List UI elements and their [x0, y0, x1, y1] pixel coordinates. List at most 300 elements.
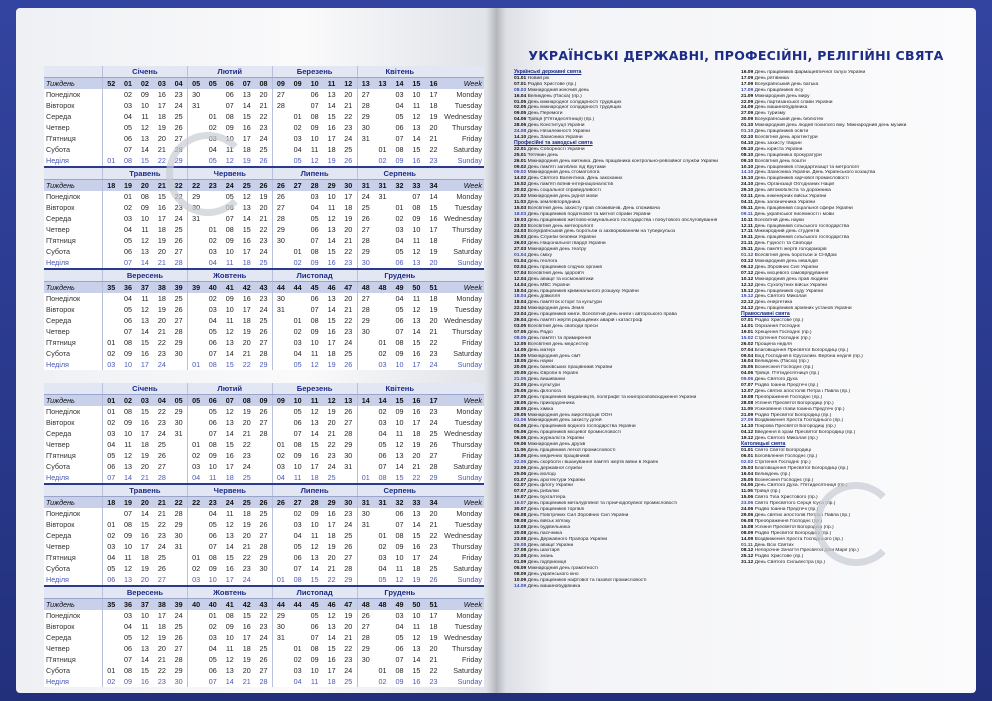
day-cell [103, 654, 120, 665]
day-cell: 06 [123, 247, 132, 256]
week-number: 46 [323, 599, 340, 611]
weekday-label-en: Wednesday [444, 531, 482, 540]
day-cell: 19 [242, 655, 251, 664]
day-cell: 26 [259, 520, 268, 529]
holiday-name: Трійця (П'ятидесятниця) (пр.) [526, 117, 595, 123]
week-number: 19 [119, 497, 136, 509]
holiday-name: Міжнародний день друзів [526, 442, 586, 448]
day-cell: 31 [357, 519, 374, 530]
week-number: 09 [289, 78, 306, 90]
month-name: Грудень [357, 269, 442, 282]
day-cell: 22 [259, 611, 268, 620]
weekday-label-en: Monday [456, 509, 482, 518]
day-cell: 18 [140, 553, 149, 562]
weekday-row [44, 155, 484, 167]
day-cell: 28 [174, 655, 183, 664]
day-cell: 20 [412, 451, 421, 460]
day-cell: 22 [259, 225, 268, 234]
day-cell: 14 [412, 655, 421, 664]
day-cell: 05 [293, 407, 302, 416]
holiday-date: 18.06 [514, 453, 527, 459]
month-name: Вересень [103, 586, 188, 599]
day-cell: 24 [327, 462, 336, 471]
day-cell: 28 [344, 564, 353, 573]
day-cell: 21 [327, 564, 336, 573]
weekday-label-ua: П'ятниця [46, 553, 76, 562]
day-cell: 22 [429, 338, 438, 347]
weekday-label-ua: Понеділок [46, 192, 81, 201]
week-number: 48 [357, 282, 374, 294]
yearly-calendar-next [44, 383, 484, 687]
holiday-name: День Європи в Україні [526, 371, 579, 377]
holiday-date: 10.10 [741, 164, 754, 170]
weekday-label-en: Thursday [452, 123, 482, 132]
day-cell: 02 [293, 327, 302, 336]
day-cell [374, 643, 391, 654]
week-number: 32 [391, 180, 408, 192]
day-cell: 03 [123, 101, 132, 110]
day-cell [187, 111, 204, 122]
holiday-date: 16.04 [741, 471, 754, 477]
day-cell: 08 [395, 338, 404, 347]
day-cell: 21 [136, 472, 153, 484]
day-cell: 19 [327, 407, 336, 416]
weekday-label-ua: Субота [46, 564, 71, 573]
day-cell: 13 [225, 531, 234, 540]
day-cell: 03 [123, 214, 132, 223]
day-cell: 17 [225, 462, 234, 471]
day-cell: 28 [272, 100, 289, 111]
holiday-name: День вишиванки [526, 377, 566, 383]
holiday-date: 27.03 [514, 247, 527, 253]
holiday-name: Всесвітній день архітектури [753, 134, 818, 140]
weekday-row [44, 191, 484, 202]
week-number: 27 [289, 497, 306, 509]
holiday-date: 22.12 [741, 300, 754, 306]
holiday-name: День працівників легкої промисловості [525, 448, 616, 453]
day-cell: 17 [327, 666, 336, 675]
day-cell: 24 [344, 338, 353, 347]
holiday-name: Воздвиження Хреста Господнього (пр.) [753, 418, 843, 424]
day-cell: 06 [395, 644, 404, 653]
holiday-name: День підприємця [526, 560, 567, 566]
day-cell: 11 [412, 622, 421, 631]
week-number: 48 [374, 599, 391, 611]
day-cell: 28 [259, 677, 268, 686]
holiday-name: Успіння Пресвятої Богородиці (пр.) [753, 400, 834, 406]
week-number: 20 [136, 497, 153, 509]
day-cell: 12 [140, 236, 149, 245]
day-cell [103, 315, 120, 326]
day-cell: 10 [225, 247, 234, 256]
holiday-date: 27.08 [514, 548, 527, 554]
day-cell: 01 [272, 439, 289, 450]
day-cell: 19 [259, 192, 268, 201]
week-number: 43 [255, 282, 272, 294]
holiday-date: 23.03 [514, 223, 527, 229]
day-cell: 27 [174, 134, 183, 143]
day-cell: 23 [242, 451, 251, 460]
holiday-date: 24.03 [514, 229, 527, 235]
weekday-label-en: Sunday [442, 257, 484, 269]
day-cell: 04 [310, 203, 319, 212]
day-cell: 19 [323, 155, 340, 167]
weekday-row [44, 450, 484, 461]
week-number-row [44, 497, 484, 509]
holiday-date: 16.09 [741, 70, 754, 75]
weekday-label-en: Friday [462, 134, 482, 143]
day-cell [357, 676, 374, 687]
day-cell: 18 [412, 564, 421, 573]
day-cell [289, 632, 306, 643]
day-cell: 10 [310, 338, 319, 347]
day-cell [255, 461, 272, 472]
day-cell: 09 [140, 90, 149, 99]
holiday-name: День культури [526, 383, 560, 389]
day-cell [374, 100, 391, 111]
day-cell: 17 [327, 338, 336, 347]
week-number: 41 [221, 282, 238, 294]
holiday-entry [514, 584, 730, 590]
day-cell: 09 [412, 214, 421, 223]
holiday-date: 04.06 [514, 117, 527, 123]
day-cell: 26 [157, 451, 166, 460]
weekday-label-en: Friday [462, 236, 482, 245]
day-cell [103, 133, 120, 144]
holiday-name: День працівників харчової промисловості [753, 176, 849, 182]
day-cell: 20 [136, 574, 153, 586]
holiday-date: 25.05 [741, 365, 754, 371]
week-number: 37 [136, 282, 153, 294]
day-cell: 05 [123, 633, 132, 642]
day-cell: 18 [344, 203, 353, 212]
day-cell: 15 [225, 440, 234, 449]
day-cell: 25 [259, 509, 268, 518]
day-cell: 06 [123, 644, 132, 653]
day-cell: 18 [429, 294, 438, 303]
day-cell: 25 [429, 429, 438, 438]
holiday-date: 09.02 [514, 170, 527, 176]
day-cell: 21 [344, 633, 353, 642]
day-cell: 07 [395, 655, 404, 664]
week-number: 05 [187, 78, 204, 90]
day-cell: 05 [208, 407, 217, 416]
week-number: 05 [204, 78, 221, 90]
day-cell: 09 [395, 542, 404, 551]
holiday-name: День Святого Духа. П'ятидесятниця (пр.) [753, 483, 848, 489]
holiday-date: 08.03 [514, 87, 527, 93]
day-cell [340, 472, 357, 484]
holiday-name: День пам'яті та примирення [526, 335, 592, 341]
day-cell: 11 [141, 622, 149, 631]
day-cell: 02 [208, 123, 217, 132]
holiday-date: 28.08 [741, 400, 754, 406]
holiday-date: 20.05 [514, 371, 527, 377]
binder-ring-mark [814, 482, 898, 566]
holiday-name: Різдво Христове (пр.) [753, 554, 804, 560]
holiday-date: 29.05 [514, 412, 527, 418]
day-cell [272, 133, 289, 144]
holiday-name: День Гідності та Свободи [752, 241, 813, 247]
day-cell: 19 [238, 155, 255, 167]
calendar-table [44, 66, 484, 370]
day-cell [374, 508, 391, 519]
day-cell: 05 [208, 327, 217, 336]
day-cell: 25 [259, 316, 268, 325]
day-cell: 17 [242, 633, 251, 642]
day-cell: 09 [310, 327, 319, 336]
day-cell: 22 [157, 520, 166, 529]
month-name: Січень [103, 66, 188, 78]
weekday-row [44, 665, 484, 676]
month-name: Червень [187, 484, 272, 497]
day-cell: 24 [357, 191, 374, 202]
day-cell: 13 [412, 644, 421, 653]
holiday-date: 29.10 [741, 188, 754, 194]
day-cell: 01 [378, 145, 387, 154]
day-cell: 24 [429, 553, 438, 562]
holiday-date: 10.12 [741, 276, 754, 282]
holiday-date: 25.03 [741, 465, 754, 471]
day-cell [272, 428, 289, 439]
holiday-name: Непорочне Зачаття Пресвятої Діви Марії (пр.) [753, 548, 859, 554]
day-cell [289, 304, 306, 315]
day-cell [103, 89, 120, 100]
day-cell: 26 [272, 191, 289, 202]
day-cell: 28 [357, 304, 374, 315]
day-cell [187, 643, 204, 654]
day-cell: 24 [238, 574, 255, 586]
holiday-date: 25.01 [514, 152, 527, 158]
day-cell: 27 [174, 247, 183, 256]
day-cell: 10 [123, 429, 132, 438]
week-number: 10 [306, 78, 323, 90]
weekday-label-en: Monday [456, 192, 482, 201]
holiday-name: Міжнародний день театру [526, 247, 587, 253]
holiday-name: Міжнародний день студентів [752, 229, 820, 235]
holiday-name: День інженерних військ України [752, 194, 827, 200]
holiday-section-heading: Українські державні свята [514, 69, 582, 75]
day-cell: 29 [425, 472, 442, 484]
day-cell: 02 [103, 530, 120, 541]
day-cell: 16 [327, 509, 336, 518]
weekday-row [44, 133, 484, 144]
day-cell: 14 [225, 542, 234, 551]
day-cell: 02 [378, 407, 387, 416]
holiday-name: День святих апостолів Петра і Павла (пр.) [753, 512, 851, 518]
day-cell: 19 [242, 407, 251, 416]
day-cell: 19 [327, 542, 336, 551]
holiday-name: Богоявлення Господнє (пр.) [753, 453, 818, 459]
day-cell: 27 [357, 293, 374, 304]
day-cell: 14 [412, 520, 421, 529]
holiday-date: 05.06 [741, 377, 754, 383]
holiday-date: 04.06 [741, 483, 754, 489]
holiday-date: 01.09 [514, 560, 527, 566]
day-cell: 26 [259, 327, 268, 336]
day-cell: 18 [242, 509, 251, 518]
holiday-name: Хрещення Господнє (пр.) [753, 329, 812, 335]
day-cell [272, 257, 289, 269]
day-cell: 04 [208, 145, 217, 154]
day-cell: 06 [123, 316, 132, 325]
day-cell: 18 [242, 644, 251, 653]
day-cell: 22 [344, 247, 353, 256]
holiday-date: 19.08 [741, 394, 754, 400]
day-cell: 21 [242, 542, 251, 551]
week-number: 12 [340, 78, 357, 90]
day-cell: 18 [242, 145, 251, 154]
weekday-label-ua: Неділя [44, 574, 103, 586]
day-cell: 18 [412, 429, 421, 438]
holiday-name: День працівників книги. Всесвітній день книги і авторського права [526, 312, 677, 318]
day-cell [187, 610, 204, 621]
day-cell: 14 [327, 101, 336, 110]
day-cell: 04 [272, 472, 289, 484]
day-cell: 27 [357, 224, 374, 235]
holiday-date: 16.07 [514, 501, 527, 507]
day-cell: 25 [344, 145, 353, 154]
day-cell [374, 213, 391, 224]
day-cell: 03 [208, 247, 217, 256]
day-cell: 12 [395, 440, 404, 449]
day-cell: 16 [327, 655, 336, 664]
day-cell: 15 [157, 192, 166, 201]
week-number: 51 [425, 282, 442, 294]
day-cell: 05 [310, 214, 319, 223]
holiday-name: Міжнародний жіночий день [526, 87, 590, 93]
day-cell [272, 359, 289, 370]
week-number: 17 [425, 395, 442, 407]
day-cell: 03 [378, 360, 387, 369]
holiday-name: Трійця. П'ятидесятниця (пр.) [753, 371, 820, 377]
weekday-label-en: Thursday [452, 542, 482, 551]
weekday-label-ua: Субота [46, 145, 71, 154]
weekday-label-ua: Четвер [46, 123, 70, 132]
day-cell: 18 [157, 225, 166, 234]
day-cell [187, 224, 204, 235]
month-name: Серпень [357, 167, 442, 180]
day-cell [103, 100, 120, 111]
day-cell: 02 [378, 677, 387, 686]
day-cell [103, 213, 120, 224]
holiday-date: 08.05 [514, 335, 527, 341]
weekday-row [44, 337, 484, 348]
day-cell: 26 [157, 564, 166, 573]
day-cell: 21 [259, 214, 268, 223]
week-number: 13 [340, 395, 357, 407]
holiday-date: 25.11 [741, 247, 753, 253]
day-cell: 21 [242, 349, 251, 358]
day-cell [357, 461, 374, 472]
day-cell: 11 [226, 509, 234, 518]
weekday-label-en: Wednesday [444, 316, 482, 325]
holiday-name: Великдень (Пасха) (пр.) [526, 93, 582, 99]
day-cell: 17 [157, 611, 166, 620]
day-cell: 29 [187, 191, 204, 202]
day-cell [187, 519, 204, 530]
week-number: 09 [255, 395, 272, 407]
weekday-label-en: Week [442, 599, 484, 611]
day-cell: 28 [429, 462, 438, 471]
weekday-row [44, 530, 484, 541]
day-cell: 25 [157, 440, 166, 449]
holiday-date: 01.06 [514, 418, 527, 424]
holiday-date: 22.06 [514, 459, 527, 465]
day-cell [103, 621, 120, 632]
day-cell: 12 [306, 155, 323, 167]
day-cell: 14 [310, 429, 319, 438]
day-cell [204, 89, 221, 100]
weekday-label-en: Saturday [453, 462, 482, 471]
holiday-date: 07.05 [514, 329, 527, 335]
day-cell: 09 [293, 451, 302, 460]
weekday-label-ua: Середа [46, 531, 72, 540]
day-cell [289, 621, 306, 632]
holiday-date: 14.02 [514, 176, 527, 182]
weekday-label-ua: Понеділок [46, 509, 81, 518]
weekday-row [44, 348, 484, 359]
holiday-name: День української писемності і мови [752, 211, 834, 217]
week-number: 29 [323, 497, 340, 509]
holiday-date: 07.01 [514, 81, 527, 87]
day-cell: 12 [225, 407, 234, 416]
day-cell: 21 [242, 429, 251, 438]
holiday-date: 22.01 [514, 146, 527, 152]
day-cell: 14 [225, 349, 234, 358]
holiday-name: Міжнародний день прав людини [753, 276, 828, 282]
day-cell: 06 [395, 509, 404, 518]
day-cell: 18 [327, 677, 336, 686]
holiday-date: 26.01 [514, 158, 527, 164]
day-cell: 03 [208, 633, 217, 642]
day-cell: 29 [272, 224, 289, 235]
day-cell: 15 [306, 574, 323, 586]
weekday-label-en: Week [442, 395, 484, 407]
holiday-name: Обрізання Господнє [753, 323, 801, 329]
day-cell: 03 [293, 338, 302, 347]
holiday-name: День пам'яток історії та культури [526, 300, 602, 306]
day-cell: 26 [357, 213, 374, 224]
day-cell: 08 [310, 644, 319, 653]
weekday-label-en: Thursday [452, 644, 482, 653]
holiday-date: 23.06 [741, 501, 754, 507]
weekday-row [44, 654, 484, 665]
day-cell: 13 [225, 666, 234, 675]
holiday-name: Міжнародний день митника. День працівника контрольно-ревізійної служби України [526, 158, 719, 164]
weekday-label-ua: П'ятниця [46, 134, 76, 143]
weekday-row [44, 472, 484, 484]
holiday-name: День міжнародної солідарності трудящих [526, 105, 622, 111]
day-cell: 20 [242, 338, 251, 347]
holiday-name: Прощена неділя [753, 341, 792, 347]
day-cell: 07 [395, 520, 404, 529]
day-cell: 19 [429, 112, 438, 121]
day-cell: 30 [272, 293, 289, 304]
holiday-date: 05.06 [514, 430, 527, 436]
weekday-row [44, 202, 484, 213]
day-cell: 08 [310, 247, 319, 256]
day-cell [272, 417, 289, 428]
holiday-name: День матері [526, 347, 555, 353]
day-cell: 08 [123, 666, 132, 675]
weekday-label-ua: П'ятниця [46, 451, 76, 460]
weekday-label-ua: Вівторок [46, 418, 75, 427]
weekday-label-ua: Тиждень [44, 599, 103, 611]
day-cell [357, 337, 374, 348]
day-cell: 12 [310, 542, 319, 551]
day-cell: 26 [357, 610, 374, 621]
